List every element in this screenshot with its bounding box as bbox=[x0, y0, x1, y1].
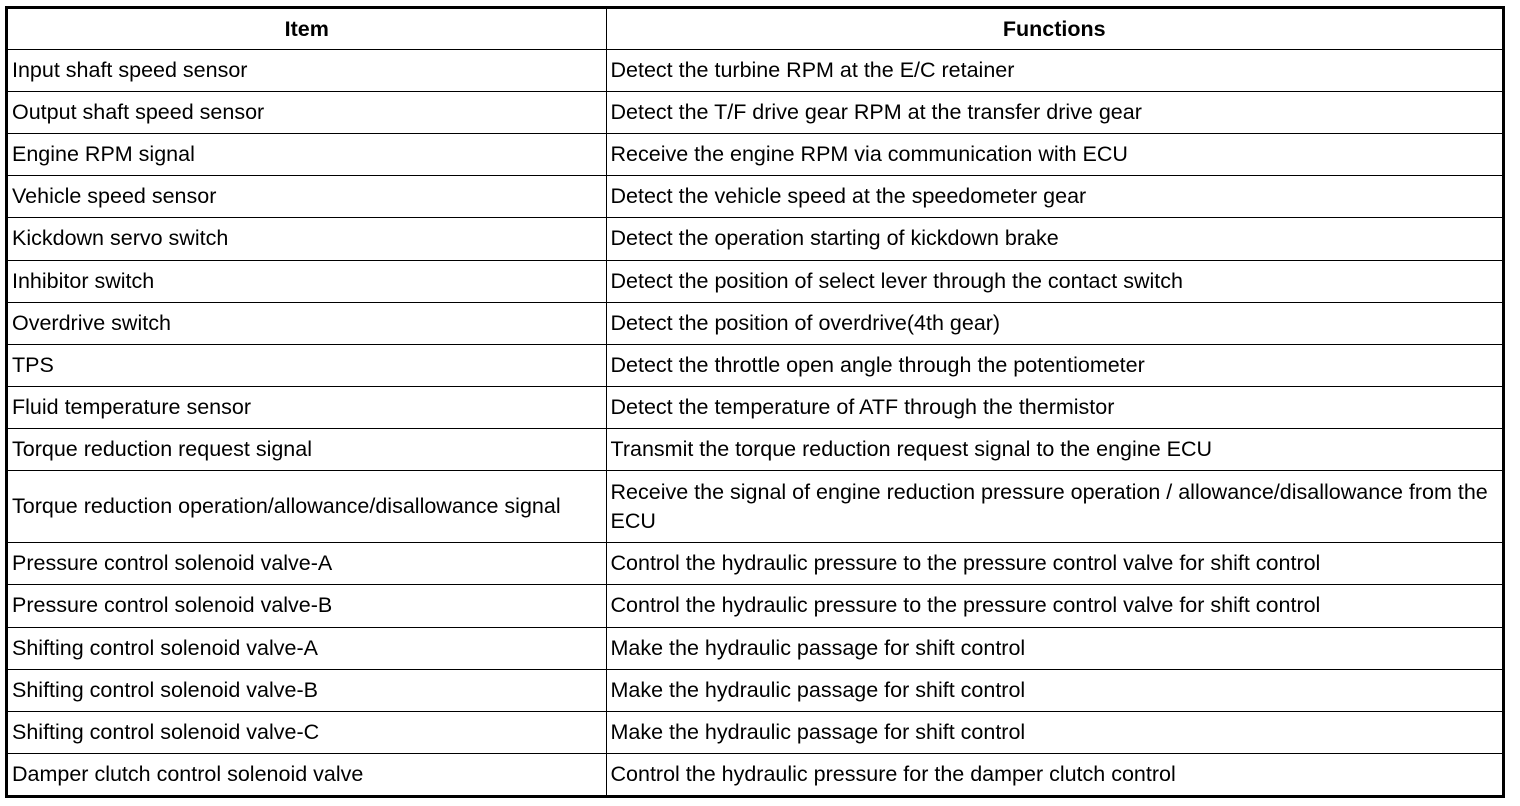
table-row bbox=[8, 711, 1502, 753]
table-row bbox=[8, 386, 1502, 428]
table-row bbox=[8, 543, 1502, 585]
function-cell: Receive the signal of engine reduction pressure operation / allowance/disallowance from the ECU bbox=[606, 471, 1502, 543]
item-cell: Inhibitor switch bbox=[8, 260, 606, 302]
table-row bbox=[8, 428, 1502, 470]
item-cell: Pressure control solenoid valve-A bbox=[8, 543, 606, 585]
table-header-row bbox=[8, 9, 1502, 50]
table-row bbox=[8, 753, 1502, 795]
item-cell: Fluid temperature sensor bbox=[8, 386, 606, 428]
table-row bbox=[8, 50, 1502, 92]
function-cell: Detect the vehicle speed at the speedometer gear bbox=[606, 176, 1502, 218]
function-cell: Detect the turbine RPM at the E/C retainer bbox=[606, 50, 1502, 92]
table-row bbox=[8, 218, 1502, 260]
table-row bbox=[8, 260, 1502, 302]
function-cell: Receive the engine RPM via communication with ECU bbox=[606, 134, 1502, 176]
function-cell: Detect the throttle open angle through the potentiometer bbox=[606, 344, 1502, 386]
function-cell: Control the hydraulic pressure for the damper clutch control bbox=[606, 753, 1502, 795]
table-row bbox=[8, 302, 1502, 344]
function-cell: Make the hydraulic passage for shift control bbox=[606, 711, 1502, 753]
item-cell: Kickdown servo switch bbox=[8, 218, 606, 260]
function-cell: Transmit the torque reduction request signal to the engine ECU bbox=[606, 428, 1502, 470]
item-cell: Output shaft speed sensor bbox=[8, 92, 606, 134]
function-cell: Control the hydraulic pressure to the pressure control valve for shift control bbox=[606, 585, 1502, 627]
table-row bbox=[8, 176, 1502, 218]
item-cell: Damper clutch control solenoid valve bbox=[8, 753, 606, 795]
function-cell: Detect the position of select lever through the contact switch bbox=[606, 260, 1502, 302]
function-cell: Detect the temperature of ATF through the thermistor bbox=[606, 386, 1502, 428]
table-row bbox=[8, 669, 1502, 711]
table bbox=[8, 9, 1502, 795]
function-cell: Detect the operation starting of kickdown brake bbox=[606, 218, 1502, 260]
item-cell: Overdrive switch bbox=[8, 302, 606, 344]
item-cell: Input shaft speed sensor bbox=[8, 50, 606, 92]
function-cell: Control the hydraulic pressure to the pressure control valve for shift control bbox=[606, 543, 1502, 585]
item-cell: Shifting control solenoid valve-A bbox=[8, 627, 606, 669]
function-cell: Detect the T/F drive gear RPM at the transfer drive gear bbox=[606, 92, 1502, 134]
item-cell: Shifting control solenoid valve-C bbox=[8, 711, 606, 753]
item-cell: TPS bbox=[8, 344, 606, 386]
column-header-functions: Functions bbox=[606, 9, 1502, 50]
function-cell: Make the hydraulic passage for shift control bbox=[606, 627, 1502, 669]
item-cell: Vehicle speed sensor bbox=[8, 176, 606, 218]
table-row bbox=[8, 471, 1502, 543]
function-cell: Detect the position of overdrive(4th gear) bbox=[606, 302, 1502, 344]
table-row bbox=[8, 344, 1502, 386]
item-cell: Engine RPM signal bbox=[8, 134, 606, 176]
table-row bbox=[8, 134, 1502, 176]
item-cell: Shifting control solenoid valve-B bbox=[8, 669, 606, 711]
column-header-item: Item bbox=[8, 9, 606, 50]
function-cell: Make the hydraulic passage for shift control bbox=[606, 669, 1502, 711]
table-row bbox=[8, 92, 1502, 134]
component-function-table bbox=[5, 6, 1505, 798]
item-cell: Torque reduction request signal bbox=[8, 428, 606, 470]
item-cell: Pressure control solenoid valve-B bbox=[8, 585, 606, 627]
item-cell: Torque reduction operation/allowance/disallowance signal bbox=[8, 471, 606, 543]
table-row bbox=[8, 585, 1502, 627]
table-row bbox=[8, 627, 1502, 669]
